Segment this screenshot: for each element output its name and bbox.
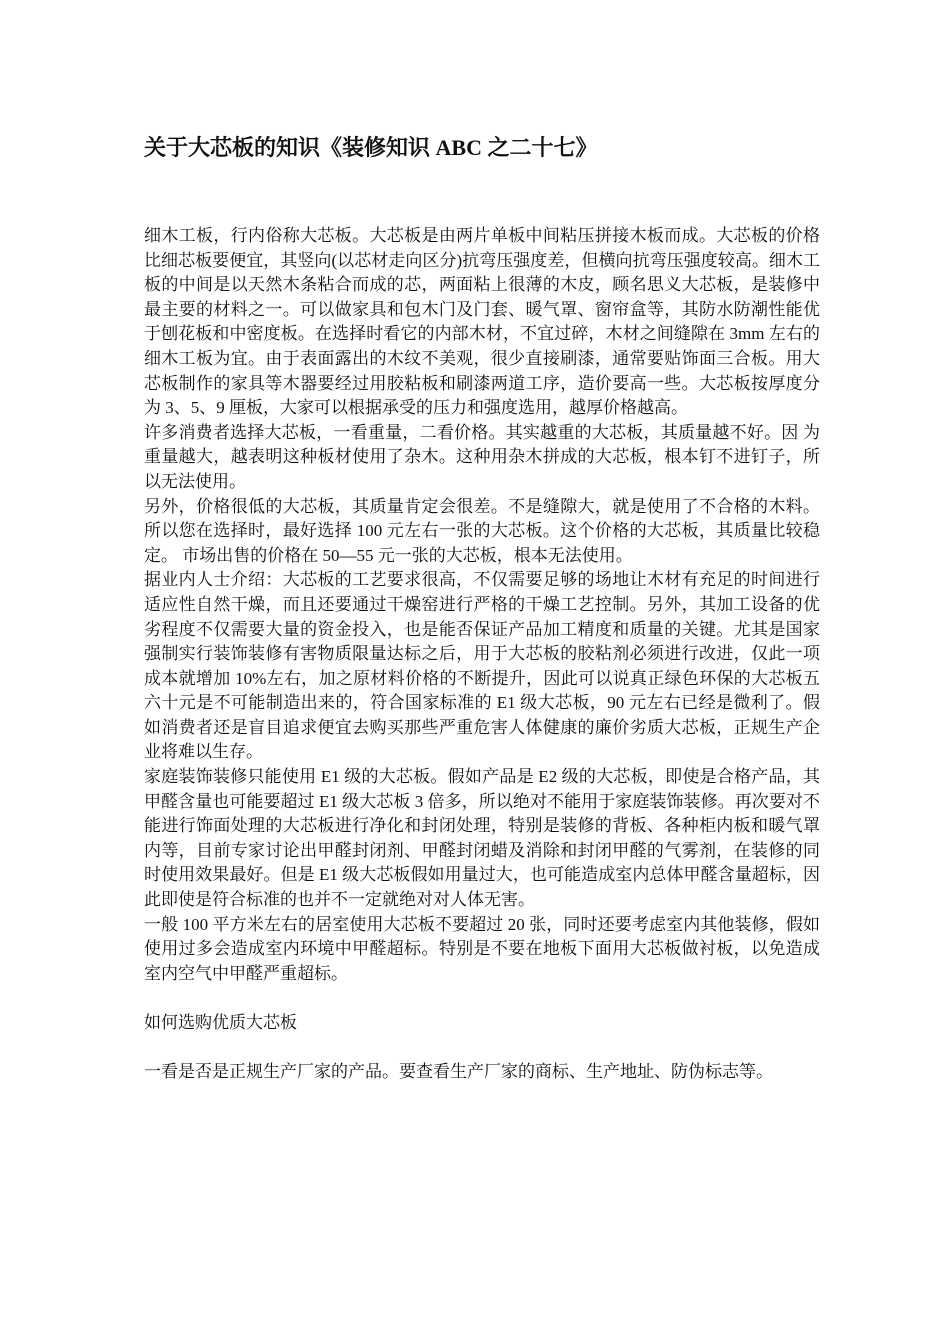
section-heading: 如何选购优质大芯板	[144, 1013, 297, 1032]
document-title: 关于大芯板的知识《装修知识 ABC 之二十七》	[144, 135, 598, 160]
paragraph-e1-grade: 家庭装饰装修只能使用 E1 级的大芯板。假如产品是 E2 级的大芯板，即使是合格产品，其甲醛含量也可能要超过 E1 级大芯板 3 倍多，所以绝对不能用于家庭装饰装修。再次要对不能进行饰面处理的大芯板进行净化和封闭处理，特别是装修的背板、各种柜内板和暖气罩内等，目前专家讨论出甲醛封闭剂、甲醛封闭蜡及消除和封闭甲醛的气雾剂，在装修的同时使用效果最好。但是 E1 级大芯板假如用量过大，也可能造成室内总体甲醛含量超标，因此即使是符合标准的也并不一定就绝对对人体无害。	[144, 767, 820, 910]
paragraph-check-manufacturer: 一看是否是正规生产厂家的产品。要查看生产厂家的商标、生产地址、防伪标志等。	[144, 1062, 773, 1082]
paragraph-intro: 细木工板，行内俗称大芯板。大芯板是由两片单板中间粘压拼接木板而成。大芯板的价格比细芯板要便宜，其竖向(以芯材走向区分)抗弯压强度差，但横向抗弯压强度较高。细木工板的中间是以天然木条粘合而成的芯，两面粘上很薄的木皮，顾名思义大芯板，是装修中最主要的材料之一。可以做家具和包木门及门套、暖气罩、窗帘盒等，其防水防潮性能优于刨花板和中密度板。在选择时看它的内部木材，不宜过碎，木材之间缝隙在 3mm 左右的细木工板为宜。由于表面露出的木纹不美观，很少直接刷漆，通常要贴饰面三合板。用大芯板制作的家具等木器要经过用胶粘板和刷漆两道工序，造价要高一些。大芯板按厚度分为 3、5、9 厘板，大家可以根据承受的压力和强度选用，越厚价格越高。	[144, 226, 820, 418]
paragraph-usage-limit: 一般 100 平方米左右的居室使用大芯板不要超过 20 张，同时还要考虑室内其他装修，假如使用过多会造成室内环境中甲醛超标。特别是不要在地板下面用大芯板做衬板，以免造成室内空气中甲醛严重超标。	[144, 914, 820, 983]
document-body	[144, 224, 820, 1085]
paragraph-industry: 据业内人士介绍：大芯板的工艺要求很高，不仅需要足够的场地让木材有充足的时间进行适应性自然干燥，而且还要通过干燥窑进行严格的干燥工艺控制。另外，其加工设备的优劣程度不仅需要大量的资金投入，也是能否保证产品加工精度和质量的关键。尤其是国家强制实行装饰装修有害物质限量达标之后，用于大芯板的胶粘剂必须进行改进，仅此一项成本就增加 10%左右，加之原材料价格的不断提升，因此可以说真正绿色环保的大芯板五六十元是不可能制造出来的，符合国家标准的 E1 级大芯板，90 元左右已经是微利了。假如消费者还是盲目追求便宜去购买那些严重危害人体健康的廉价劣质大芯板，正规生产企业将难以生存。	[144, 570, 820, 762]
paragraph-price: 另外，价格很低的大芯板，其质量肯定会很差。不是缝隙大，就是使用了不合格的木料。 所以您在选择时，最好选择 100 元左右一张的大芯板。这个价格的大芯板，其质量比较稳定。 市场出售的价格在 50—55 元一张的大芯板，根本无法使用。	[144, 496, 820, 565]
paragraph-weight: 许多消费者选择大芯板，一看重量，二看价格。其实越重的大芯板，其质量越不好。因 为重量越大，越表明这种板材使用了杂木。这种用杂木拼成的大芯板，根本钉不进钉子，所 以无法使用。	[144, 422, 820, 491]
